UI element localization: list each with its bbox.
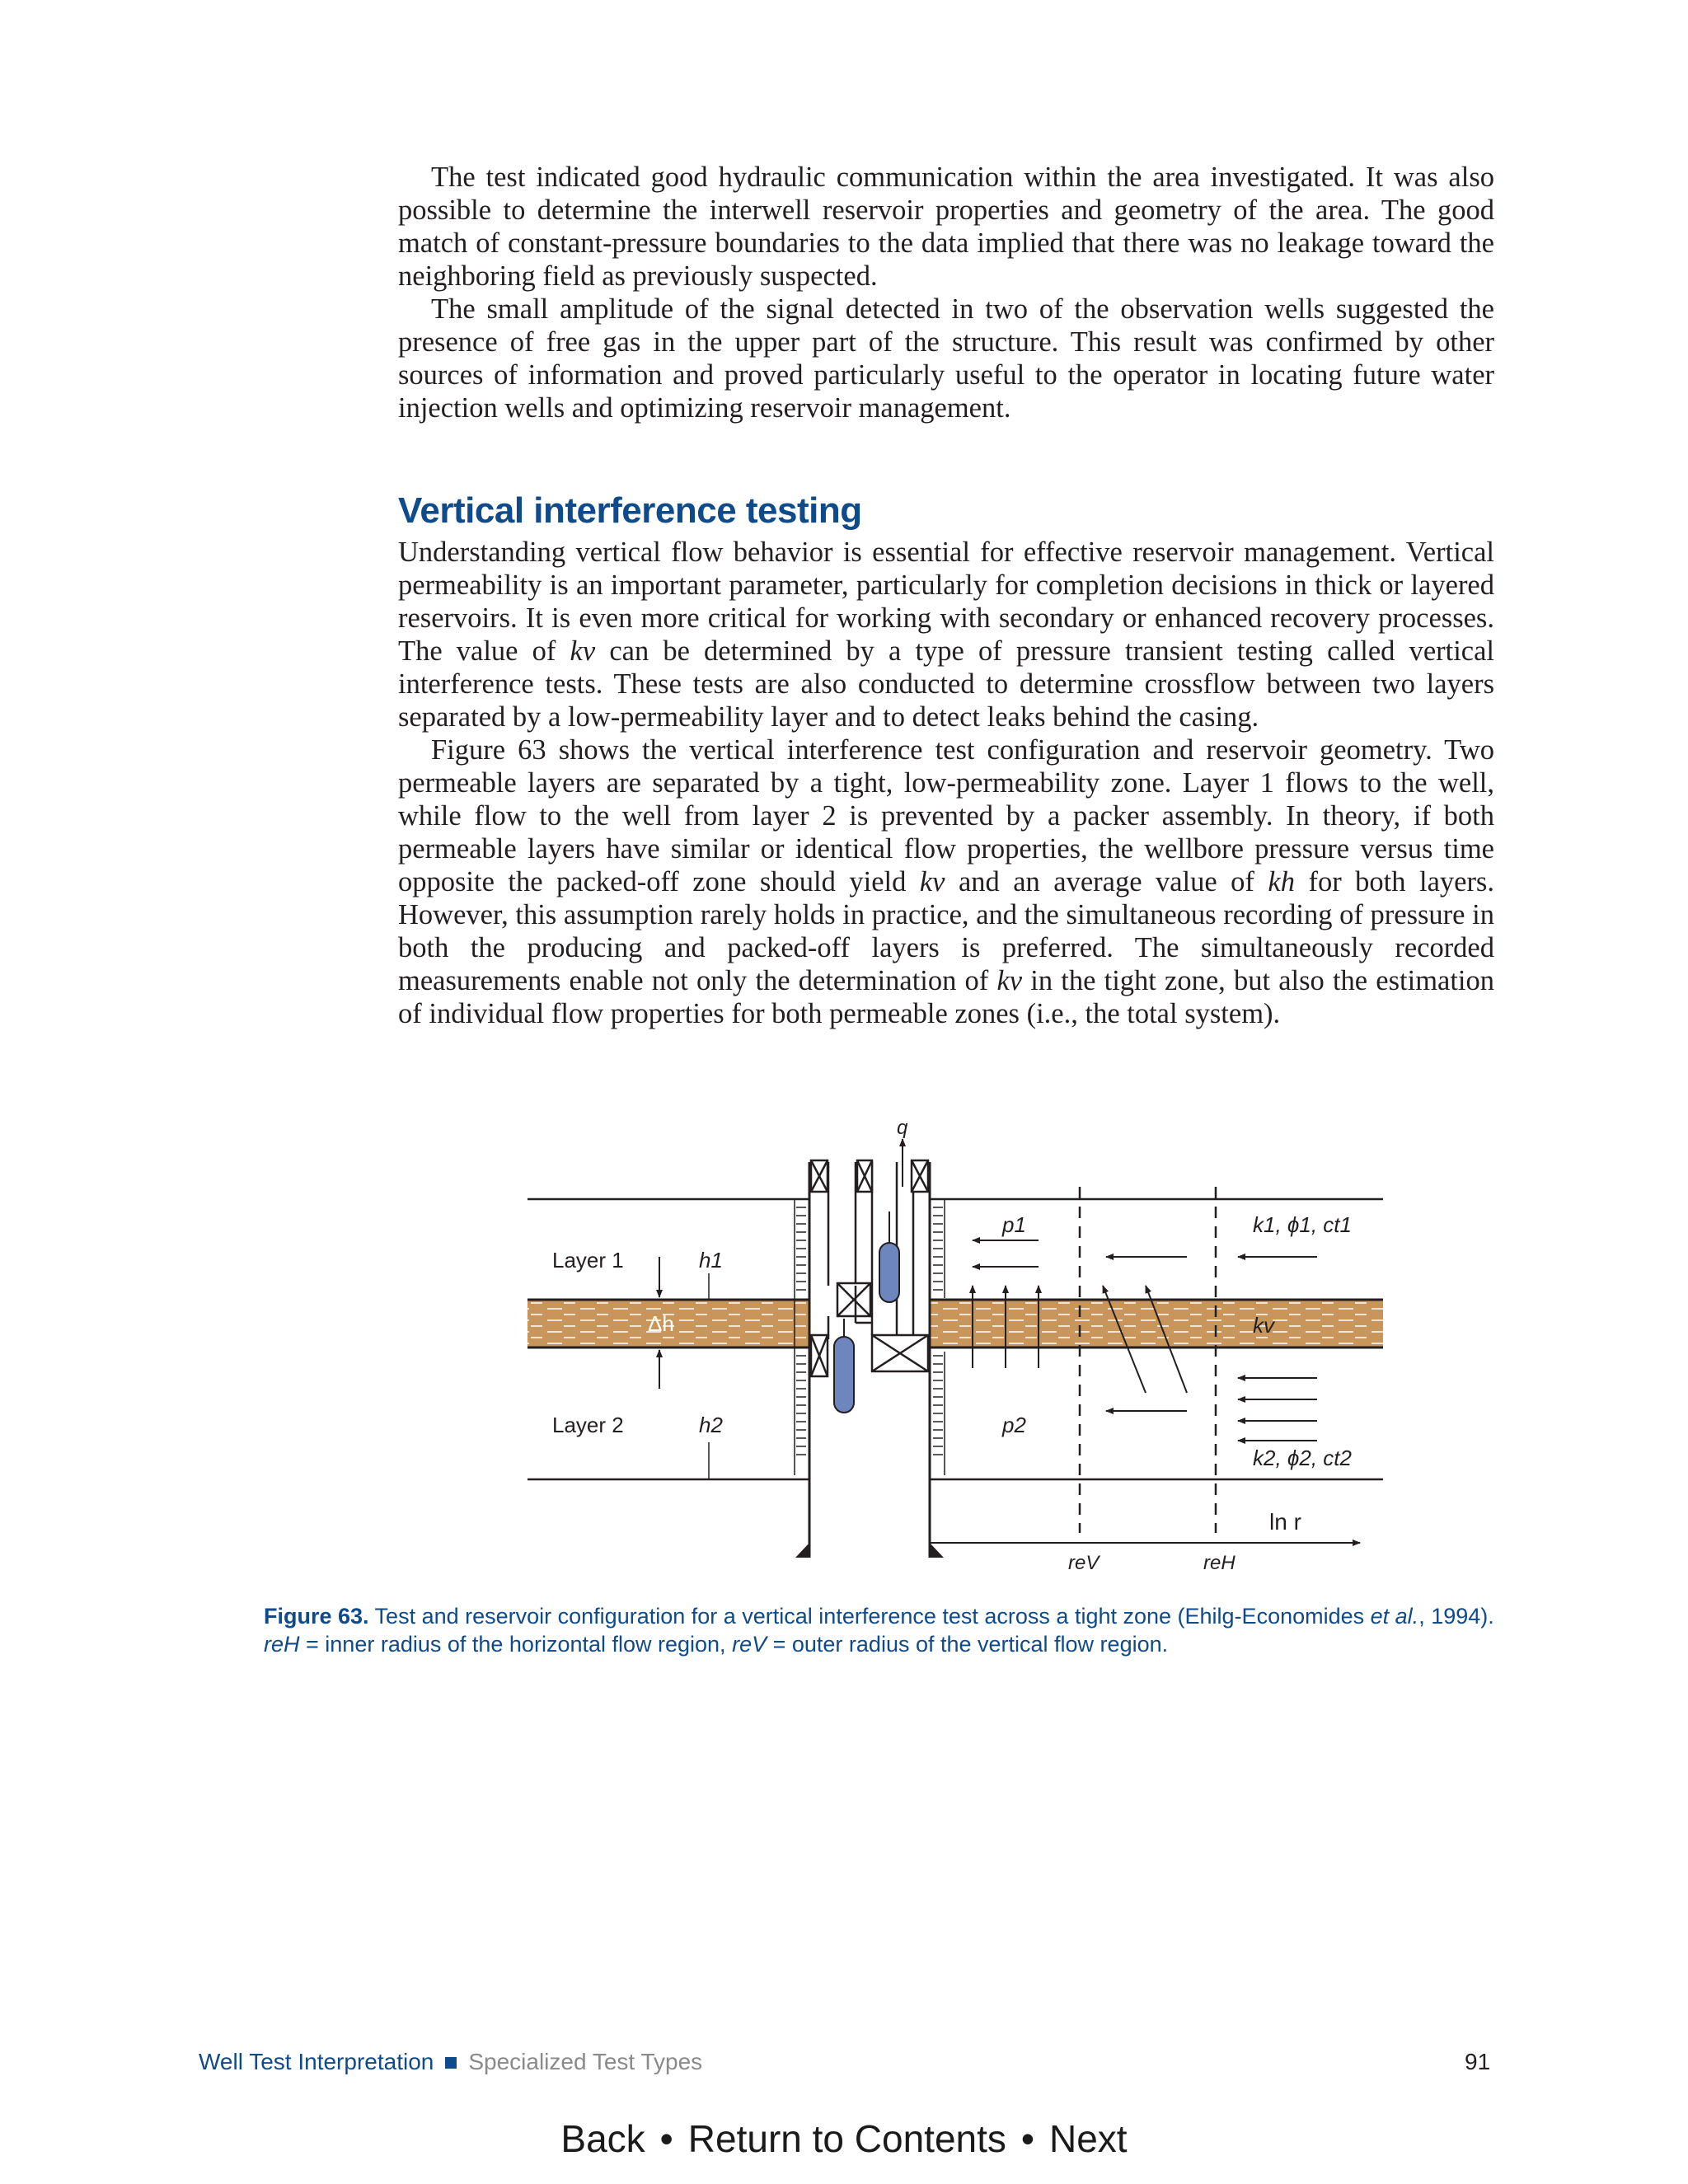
next-link[interactable]: Next (1049, 2117, 1128, 2160)
text-run: Understanding vertical flow behavior is essential for effective reservoir management. Vertical permeability is an important parameter, particularly for completion decisions in thick or layered reservoirs. It is even more critical for working with secondary or enhanced recovery processes. The value of (398, 537, 1494, 667)
kv-symbol: kv (570, 635, 596, 667)
page-number: 91 (1465, 2049, 1491, 2074)
footer-title: Well Test Interpretation (199, 2049, 434, 2074)
label-ln-r: ln r (1269, 1509, 1301, 1535)
paragraph (398, 536, 1494, 733)
label-reh: reH (1203, 1552, 1236, 1574)
return-to-contents-link[interactable]: Return to Contents (687, 2117, 1006, 2160)
text-run: and an average value of (945, 866, 1268, 898)
caption-etal: et al. (1370, 1604, 1419, 1629)
caption-rev: reV (732, 1632, 767, 1657)
back-link[interactable]: Back (560, 2117, 645, 2160)
label-h2: h2 (699, 1413, 723, 1437)
vertical-interference-diagram (511, 1121, 1401, 1582)
footer-subtitle: Specialized Test Types (468, 2049, 703, 2074)
caption-text: = inner radius of the horizontal flow region, (299, 1632, 733, 1657)
tight-zone-right (930, 1300, 1383, 1347)
label-layer1: Layer 1 (552, 1248, 624, 1272)
intro-paragraphs (398, 161, 1494, 424)
label-layer2: Layer 2 (552, 1413, 624, 1437)
page-navigation (0, 2116, 1688, 2161)
figure-caption (264, 1602, 1500, 1658)
gauge-upper (879, 1243, 899, 1302)
paragraph: The small amplitude of the signal detected in two of the observation wells suggested the presence of free gas in the upper part of the structure. This result was confirmed by other sources of information and proved particularly useful to the operator in locating future water injection wells and optimizing reservoir management. (398, 293, 1494, 424)
running-footer (199, 2049, 702, 2075)
label-p1: p1 (1002, 1212, 1026, 1237)
text-run: for both layers. However, this assumption rarely holds in practice, and the simultaneous recording of pressure in both the producing and packed-off layers is preferred. The simultaneously recorded measurements enable not only the determination of (398, 866, 1494, 996)
section-paragraphs (398, 536, 1494, 1030)
label-props-layer2: k2, ϕ2, ct2 (1253, 1446, 1352, 1470)
label-props-layer1: k1, ϕ1, ct1 (1253, 1212, 1352, 1237)
caption-line-2 (264, 1630, 1500, 1658)
figure-63 (511, 1121, 1401, 1582)
caption-text: = outer radius of the vertical flow region. (767, 1632, 1169, 1657)
kh-symbol: kh (1268, 866, 1295, 898)
caption-text: Test and reservoir configuration for a vertical interference test across a tight zone (Ehilg-Economides (368, 1604, 1371, 1629)
text-run: Figure 63 shows the vertical interference test configuration and reservoir geometry. Two permeable layers are separated by a tight, low-permeability zone. Layer 1 flows to the well, while flow to the well from layer 2 is prevented by a packer assembly. In theory, if both permeable layers have similar or identical flow properties, the wellbore pressure versus time opposite the packed-off zone should yield (398, 734, 1494, 898)
gauge-lower (834, 1337, 854, 1413)
section-heading: Vertical interference testing (398, 490, 862, 531)
caption-line-1 (264, 1602, 1500, 1630)
bullet-separator-icon: • (659, 2117, 673, 2160)
bullet-separator-icon: • (1020, 2117, 1034, 2160)
label-delta-h: Δh (648, 1311, 674, 1336)
text-run: in the tight zone, but also the estimation of individual flow properties for both permeable zones (i.e., the total system). (398, 965, 1495, 1029)
caption-text: , 1994). (1418, 1604, 1494, 1629)
text-run: can be determined by a type of pressure transient testing called vertical interference tests. These tests are also conducted to determine crossflow between two layers separated by a low-permeability layer and to detect leaks behind the casing. (398, 635, 1495, 733)
paragraph (398, 733, 1494, 1030)
caption-label: Figure 63. (264, 1604, 369, 1629)
footer-separator-icon (445, 2057, 457, 2069)
caption-reh: reH (264, 1632, 300, 1657)
label-rev: reV (1068, 1552, 1100, 1574)
kv-symbol: kv (996, 965, 1023, 996)
label-q: q (897, 1121, 908, 1139)
paragraph: The test indicated good hydraulic communication within the area investigated. It was also possible to determine the interwell reservoir properties and geometry of the area. The good match of constant-pressure boundaries to the data implied that there was no leakage toward the neighboring field as previously suspected. (398, 162, 1494, 292)
label-h1: h1 (699, 1248, 723, 1272)
label-kv: kv (1253, 1313, 1274, 1338)
label-p2: p2 (1002, 1413, 1026, 1437)
kv-symbol: kv (919, 866, 945, 898)
